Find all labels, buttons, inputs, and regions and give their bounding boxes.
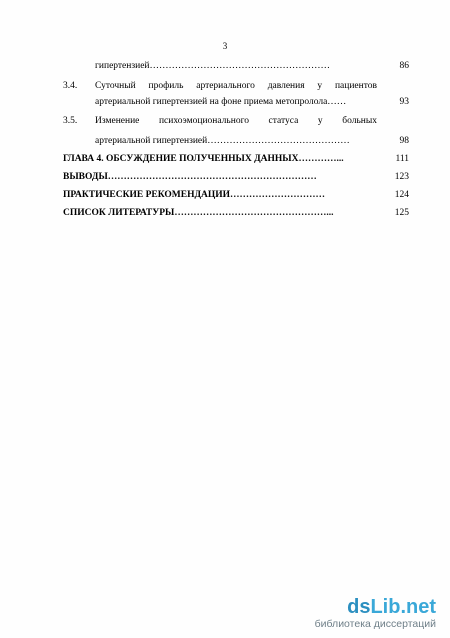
dslib-watermark xyxy=(315,597,436,630)
toc-entry-page: 124 xyxy=(394,190,409,200)
toc-entry-text: артериальной гипертензией на фоне приема метопролола…… xyxy=(95,97,347,107)
toc-row xyxy=(0,189,450,201)
toc-entry-page: 111 xyxy=(395,154,409,164)
toc-chapter-text: ГЛАВА 4. ОБСУЖДЕНИЕ ПОЛУЧЕННЫХ ДАННЫХ…………... xyxy=(63,154,344,164)
toc-row xyxy=(0,96,450,108)
toc-entry-text: артериальной гипертензией……………………………………… xyxy=(95,136,350,146)
toc-chapter-text: ВЫВОДЫ………………………………………………………… xyxy=(63,172,317,182)
toc-entry-page: 93 xyxy=(399,97,409,107)
toc-entry-text: Изменение психоэмоционального статуса у больных xyxy=(95,116,377,126)
toc-row xyxy=(0,135,450,147)
toc-chapter-text: ПРАКТИЧЕСКИЕ РЕКОМЕНДАЦИИ………………………… xyxy=(63,190,326,200)
toc-entry-page: 125 xyxy=(394,208,409,218)
logo-suffix: Lib.net xyxy=(370,596,436,618)
toc-row xyxy=(0,115,450,127)
toc-entry-number: 3.4. xyxy=(63,81,78,91)
dslib-logo xyxy=(315,597,436,617)
toc-chapter-text: СПИСОК ЛИТЕРАТУРЫ…………………………………………... xyxy=(63,208,334,218)
toc-entry-page: 98 xyxy=(399,136,409,146)
logo-prefix: ds xyxy=(347,596,371,618)
toc-entry-text: гипертензией………………………………………………… xyxy=(95,61,330,71)
toc-entry-page: 86 xyxy=(399,61,409,71)
toc-entry-number: 3.5. xyxy=(63,116,78,126)
toc-entry-text: Суточный профиль артериального давления у пациентов xyxy=(95,81,377,91)
watermark-subtitle: библиотека диссертаций xyxy=(314,618,436,630)
page-number: 3 xyxy=(222,41,228,51)
toc-row xyxy=(0,80,450,92)
toc-entry-page: 123 xyxy=(394,172,409,182)
toc-row xyxy=(0,60,450,72)
toc-row xyxy=(0,171,450,183)
toc-row xyxy=(0,207,450,219)
toc-row xyxy=(0,153,450,165)
